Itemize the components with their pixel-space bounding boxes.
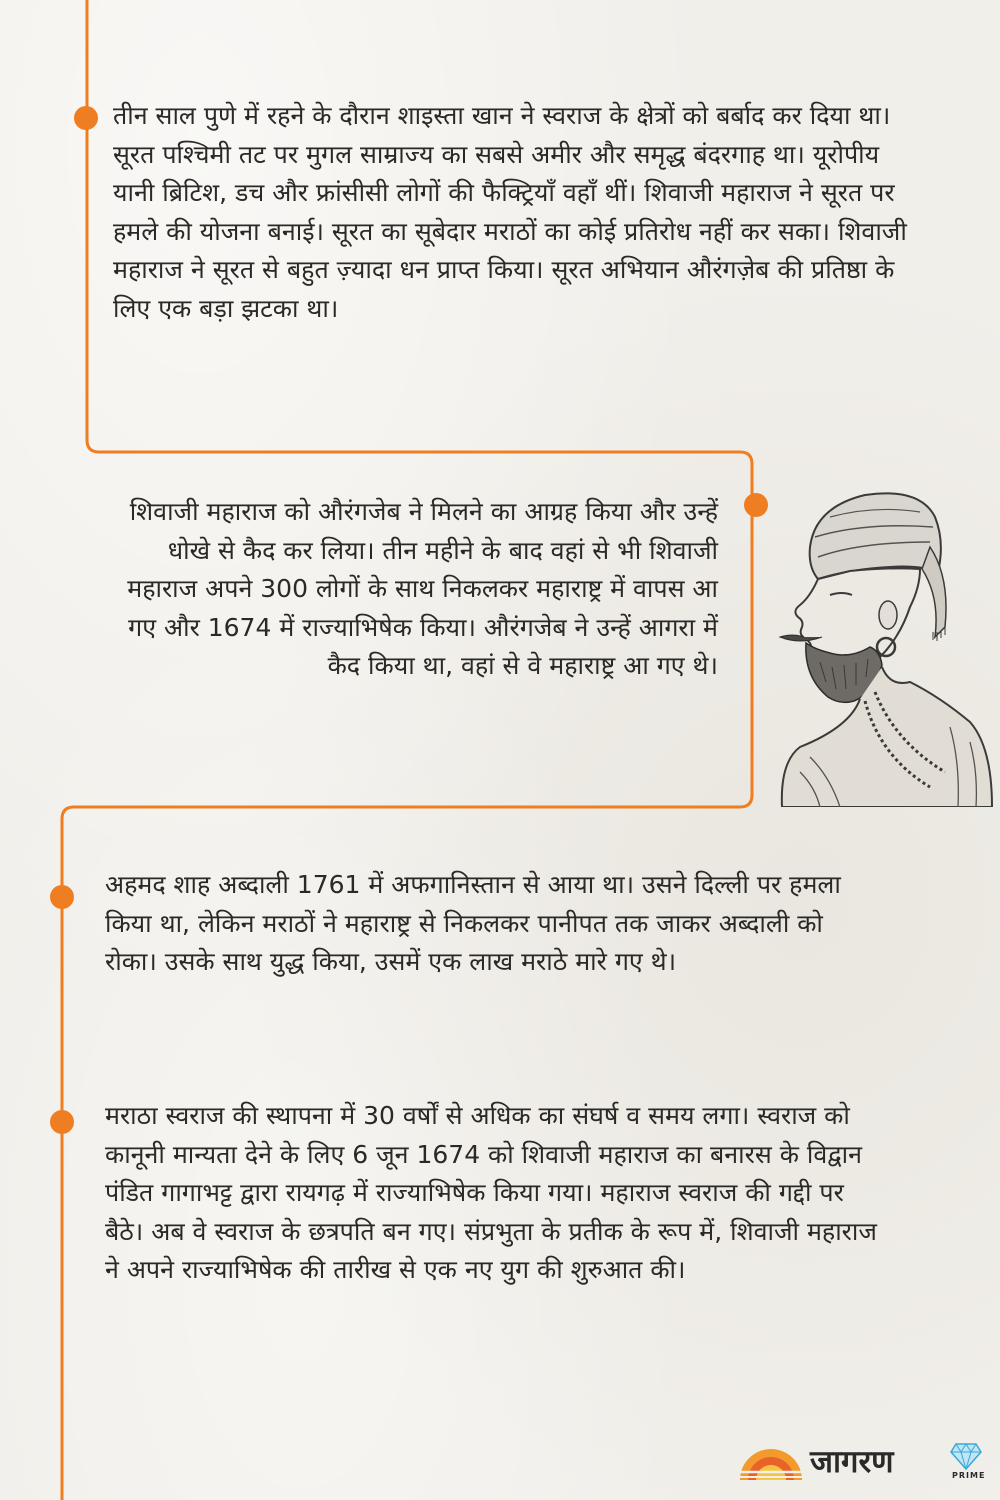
logo-prime-tag: PRIME <box>952 1471 986 1480</box>
paragraph-agra-escape: शिवाजी महाराज को औरंगजेब ने मिलने का आग्रह किया और उन्हें धोखे से कैद कर लिया। तीन महीने के बाद वहां से भी शिवाजी महाराज अपने 300 लोगों के साथ निकलकर महाराष्ट्र में वापस आ गए और 1674 में राज्याभिषेक किया। औरंगजेब ने उन्हें आगरा में कैद किया था, वहां से वे महाराष्ट्र आ गए थे। <box>127 497 718 680</box>
jagran-prime-logo <box>738 1440 988 1490</box>
rising-sun-icon <box>738 1444 804 1482</box>
shivaji-portrait-sketch <box>770 487 995 807</box>
paragraph-surat-raid: तीन साल पुणे में रहने के दौरान शाइस्ता खान ने स्वराज के क्षेत्रों को बर्बाद कर दिया था। सूरत पश्चिमी तट पर मुगल साम्राज्य का सबसे अमीर और समृद्ध बंदरगाह था। यूरोपीय यानी ब्रिटिश, डच और फ्रांसीसी लोगों की फैक्ट्रियाँ वहाँ थीं। शिवाजी महाराज ने सूरत पर हमले की योजना बनाई। सूरत का सूबेदार मराठों का कोई प्रतिरोध नहीं कर सका। शिवाजी महाराज ने सूरत से बहुत ज़्यादा धन प्राप्त किया। सूरत अभियान औरंगज़ेब की प्रतिष्ठा के लिए एक बड़ा झटका था। <box>113 101 907 323</box>
diamond-icon <box>950 1442 982 1470</box>
paragraph-coronation: मराठा स्वराज की स्थापना में 30 वर्षों से अधिक का संघर्ष व समय लगा। स्वराज को कानूनी मान्यता देने के लिए 6 जून 1674 को शिवाजी महाराज का बनारस के विद्वान पंडित गागाभट्ट द्वारा रायगढ़ में राज्याभिषेक किया गया। महाराज स्वराज की गद्दी पर बैठे। अब वे स्वराज के छत्रपति बन गए। संप्रभुता के प्रतीक के रूप में, शिवाजी महाराज ने अपने राज्याभिषेक की तारीख से एक नए युग की शुरुआत की। <box>105 1101 877 1284</box>
timeline-dot-1 <box>74 106 98 130</box>
timeline-dot-2 <box>744 493 768 517</box>
timeline-dot-3 <box>50 885 74 909</box>
timeline-dot-4 <box>50 1110 74 1134</box>
logo-wordmark: जागरण <box>810 1444 894 1480</box>
paragraph-abdali-panipat: अहमद शाह अब्दाली 1761 में अफगानिस्तान से आया था। उसने दिल्ली पर हमला किया था, लेकिन मराठों ने महाराष्ट्र से निकलकर पानीपत तक जाकर अब्दाली को रोका। उसके साथ युद्ध किया, उसमें एक लाख मराठे मारे गए थे। <box>105 870 841 976</box>
